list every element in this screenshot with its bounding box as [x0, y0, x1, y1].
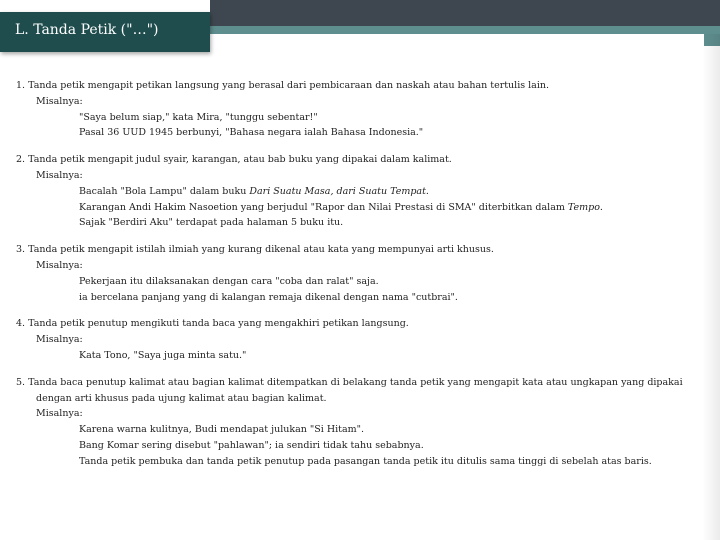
example-line: "Saya belum siap," kata Mira, "tunggu sebentar!": [79, 111, 318, 123]
rule-item-4: [16, 316, 706, 363]
rule-description: mengapit istilah ilmiah yang kurang dikenal atau kata yang mempunyai arti khusus.: [84, 244, 494, 256]
example-line: Bang Komar sering disebut "pahlawan"; ia sendiri tidak tahu sebabnya.: [79, 439, 424, 451]
example-text: .: [425, 185, 429, 197]
example-text: Karangan Andi Hakim Nasoetion yang berjudul "Rapor dan Nilai Prestasi di SMA" diterbitkan dalam: [79, 201, 568, 213]
example-text: .: [599, 201, 603, 213]
example-label: Misalnya:: [36, 169, 83, 181]
example-line: [16, 184, 706, 200]
rule-number: 5.: [16, 376, 26, 388]
rule-description: mengapit judul syair, karangan, atau bab buku yang dipakai dalam kalimat.: [84, 154, 452, 166]
rule-number: 1.: [16, 80, 26, 91]
rule-item-2: [16, 152, 706, 231]
example-line: ia bercelana panjang yang di kalangan remaja dikenal dengan nama "cutbrai".: [79, 291, 458, 303]
example-line: Pasal 36 UUD 1945 berbunyi, "Bahasa negara ialah Bahasa Indonesia.": [79, 127, 424, 139]
rule-description: penutup kalimat atau bagian kalimat ditempatkan di belakang tanda petik yang mengapit kata atau ungkapan yang dipakai dengan arti khusus pada ujung kalimat atau bagian kalimat.: [36, 376, 683, 404]
example-label: Misalnya:: [36, 259, 83, 271]
example-label: Misalnya:: [36, 408, 83, 420]
example-text: Bacalah "Bola Lampu" dalam buku: [79, 185, 250, 197]
rule-number: 3.: [16, 244, 26, 256]
rule-term: Tanda petik: [28, 154, 85, 166]
rule-item-5: [16, 375, 706, 470]
rule-number: 2.: [16, 154, 26, 166]
rule-description: mengapit petikan langsung yang berasal dari pembicaraan dan naskah atau bahan tertulis lain.: [84, 80, 550, 91]
example-italic-title: Tempo: [567, 201, 600, 213]
slide-content: [16, 78, 706, 481]
rule-text: [16, 316, 706, 332]
example-line: Pekerjaan itu dilaksanakan dengan cara "coba dan ralat" saja.: [79, 275, 379, 287]
rule-term: Tanda petik: [28, 80, 85, 91]
rule-item-3: [16, 242, 706, 305]
rule-text: [16, 152, 706, 168]
rule-term: Tanda petik: [28, 244, 85, 256]
slide-title-box: [0, 12, 210, 52]
example-label: Misalnya:: [36, 334, 83, 346]
rule-number: 4.: [16, 318, 26, 330]
example-label: Misalnya:: [36, 95, 83, 107]
rule-text: [16, 242, 706, 258]
rule-term: Tanda baca: [28, 376, 83, 388]
example-line: Sajak "Berdiri Aku" terdapat pada halaman 5 buku itu.: [79, 217, 344, 229]
slide-title: L. Tanda Petik ("…"): [15, 22, 159, 38]
rule-text: [16, 78, 706, 94]
example-italic-title: Dari Suatu Masa, dari Suatu Tempat: [249, 185, 426, 197]
rule-item-1: [16, 78, 706, 141]
example-line: Kata Tono, "Saya juga minta satu.": [79, 349, 247, 361]
header-bar-accent: [210, 26, 720, 34]
rule-term: Tanda petik: [28, 318, 85, 330]
rule-text: [16, 375, 706, 407]
header-bar-dark: [210, 0, 720, 26]
rule-description: penutup mengikuti tanda baca yang mengakhiri petikan langsung.: [84, 318, 409, 330]
example-line: Tanda petik pembuka dan tanda petik penutup pada pasangan tanda petik itu ditulis sama tinggi di sebelah atas baris.: [79, 455, 652, 467]
example-line: [16, 200, 706, 216]
example-line: Karena warna kulitnya, Budi mendapat julukan "Si Hitam".: [79, 424, 365, 436]
